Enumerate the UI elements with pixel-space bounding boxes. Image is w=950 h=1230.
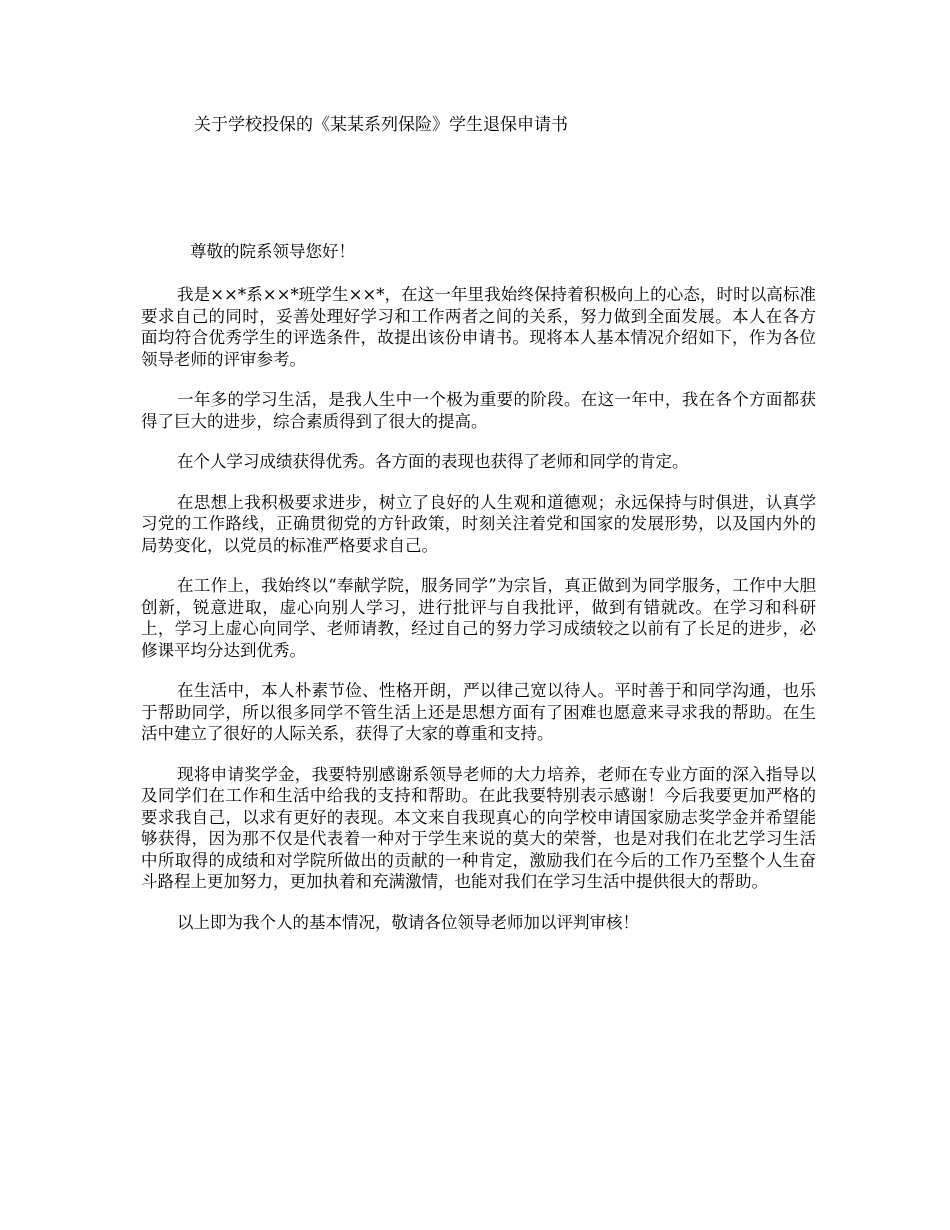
- paragraph-closing: 以上即为我个人的基本情况，敬请各位领导老师加以评判审核！: [177, 912, 639, 932]
- paragraph-study-life: 一年多的学习生活，是我人生中一个极为重要的阶段。在这一年中，我在各个方面都获得了巨大的进步，综合素质得到了很大的提高。: [141, 390, 816, 431]
- paragraph-work: 在工作上，我始终以“奉献学院，服务同学”为宗旨，真正做到为同学服务，工作中大胆创新，锐意进取，虚心向别人学习，进行批评与自我批评，做到有错就改。在学习和科研上，学习上虚心向同学、老师请教，经过自己的努力学习成绩较之以前有了长足的进步，必修课平均分达到优秀。: [141, 576, 816, 660]
- paragraph-grades: 在个人学习成绩获得优秀。各方面的表现也获得了老师和同学的肯定。: [177, 452, 689, 471]
- paragraph-ideology: 在思想上我积极要求进步，树立了良好的人生观和道德观；永远保持与时俱进，认真学习党的工作路线，正确贯彻党的方针政策，时刻关注着党和国家的发展形势，以及国内外的局势变化，以党员的标准严格要求自己。: [141, 492, 816, 555]
- paragraph-scholarship: 现将申请奖学金，我要特别感谢系领导老师的大力培养，老师在专业方面的深入指导以及同学们在工作和生活中给我的支持和帮助。在此我要特别表示感谢！今后我要更加严格的要求我自己，以求有更好的表现。本文来自我现真心的向学校申请国家励志奖学金并希望能够获得，因为那不仅是代表着一种对于学生来说的莫大的荣誉，也是对我们在北艺学习生活中所取得的成绩和对学院所做出的贡献的一种肯定，激励我们在今后的工作乃至整个人生奋斗路程上更加努力，更加执着和充满激情，也能对我们在学习生活中提供很大的帮助。: [141, 764, 816, 891]
- paragraph-intro: 我是××*系××*班学生××*，在这一年里我始终保持着积极向上的心态，时时以高标准要求自己的同时，妥善处理好学习和工作两者之间的关系，努力做到全面发展。本人在各方面均符合优秀学生的评选条件，故提出该份申请书。现将本人基本情况介绍如下，作为各位领导老师的评审参考。: [141, 285, 816, 369]
- paragraph-life: 在生活中，本人朴素节俭、性格开朗，严以律己宽以待人。平时善于和同学沟通，也乐于帮助同学，所以很多同学不管生活上还是思想方面有了困难也愿意来寻求我的帮助。在生活中建立了很好的人际关系，获得了大家的尊重和支持。: [141, 681, 816, 743]
- document-title: 关于学校投保的《某某系列保险》学生退保申请书: [194, 115, 568, 135]
- salutation: 尊敬的院系领导您好！: [190, 242, 355, 261]
- document-body: [141, 284, 816, 952]
